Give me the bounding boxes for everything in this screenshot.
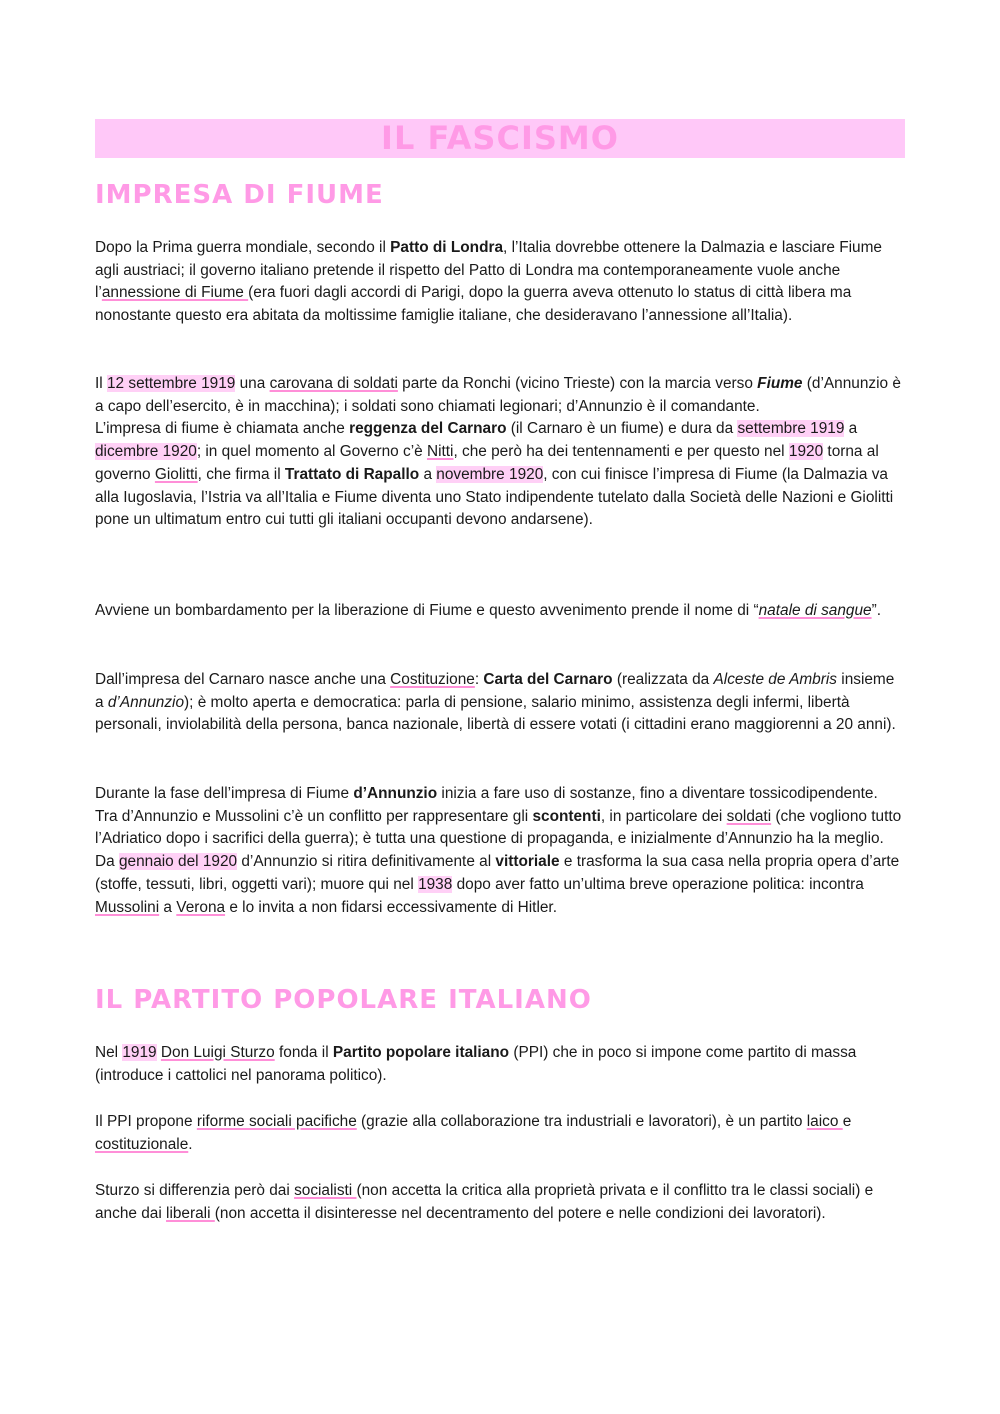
- italic-term: Alceste de Ambris: [713, 671, 837, 688]
- section-heading-partito-popolare: IL PARTITO POPOLARE ITALIANO: [95, 985, 592, 1015]
- paragraph-marcia-su-fiume: [95, 373, 907, 532]
- text: Dall’impresa del Carnaro nasce anche una: [95, 671, 391, 688]
- text: (realizzata da: [612, 671, 714, 688]
- bold-term: Partito popolare italiano: [332, 1044, 510, 1061]
- bold-term: vittoriale: [495, 853, 560, 871]
- text: , in particolare dei: [600, 807, 727, 825]
- section-heading-impresa-di-fiume: IMPRESA DI FIUME: [95, 180, 384, 210]
- text: Tra d’Annunzio e Mussolini c’è un conflitto per rappresentare gli: [95, 807, 533, 825]
- text: dopo aver fatto un’ultima breve operazione politica: incontra: [452, 875, 864, 893]
- underlined-term: Giolitti: [154, 465, 198, 483]
- text: :: [474, 671, 484, 688]
- italic-underlined-term: natale di sangue: [758, 602, 872, 619]
- paragraph-carta-del-carnaro: [95, 669, 907, 737]
- text: (grazie alla collaborazione tra industriali e lavoratori), è un partito: [356, 1113, 807, 1130]
- highlighted-date: novembre 1920: [436, 465, 544, 483]
- text: e lo invita a non fidarsi eccessivamente di Hitler.: [225, 898, 557, 916]
- text: ); è molto aperta e democratica: parla di pensione, salario minimo, assistenza degli infermi, libertà personali, inviolabilità della persona, banca nazionale, libertà di essere votati (i cittadini erano maggiorenni a 20 anni).: [95, 693, 896, 734]
- paragraph-ppi-riforme: [95, 1111, 907, 1156]
- underlined-term: Verona: [176, 898, 226, 916]
- text: ; in quel momento al Governo c’è: [196, 443, 427, 461]
- text: (non accetta la critica alla proprietà privata e il conflitto tra le classi sociali) e anche dai: [95, 1182, 874, 1222]
- text: Da: [95, 853, 119, 871]
- underlined-term: liberali: [166, 1204, 215, 1222]
- highlighted-date: 1920: [788, 443, 824, 461]
- underlined-term: socialisti: [294, 1182, 357, 1199]
- text: Il PPI propone: [95, 1113, 197, 1130]
- document-title: IL FASCISMO: [95, 119, 905, 158]
- text: d’Annunzio si ritira definitivamente al: [237, 853, 496, 871]
- bold-term: scontenti: [532, 807, 601, 825]
- text: (non accetta il disinteresse nel decentramento del potere e nelle condizioni dei lavoratori).: [214, 1204, 826, 1222]
- text: Il: [95, 375, 107, 392]
- text: Sturzo si differenzia però dai: [95, 1182, 295, 1199]
- highlighted-date: settembre 1919: [737, 420, 845, 438]
- paragraph-patto-di-londra: [95, 237, 907, 328]
- text: parte da Ronchi (vicino Trieste) con la marcia verso: [397, 375, 758, 392]
- underlined-term: riforme sociali pacifiche: [196, 1113, 357, 1130]
- text: (che vogliono tutto l’Adriatico dopo i sacrifici della guerra); è tutta una questione di propaganda, e inizialmente d’Annunzio ha la meglio.: [95, 807, 902, 848]
- text: , che però ha dei tentennamenti e per questo nel: [453, 443, 789, 461]
- highlighted-date: gennaio del 1920: [118, 853, 238, 871]
- text: Dopo la Prima guerra mondiale, secondo il: [95, 239, 391, 256]
- paragraph-natale-di-sangue: [95, 600, 907, 623]
- highlighted-date: 1919: [122, 1044, 157, 1061]
- underlined-term: costituzionale: [95, 1135, 189, 1153]
- text: una: [235, 375, 270, 392]
- underlined-term: Mussolini: [95, 898, 160, 916]
- text: (d’Annunzio è a capo dell’esercito, è in macchina); i soldati sono chiamati legionari; d’Annunzio è il comandante.: [95, 375, 901, 415]
- text: a: [419, 465, 437, 483]
- text: (era fuori dagli accordi di Parigi, dopo la guerra aveva ottenuto lo status di città libera ma nonostante questo era abitata da moltissime famiglie italiane, che desideravano l’annessione all’Italia).: [95, 284, 852, 325]
- underlined-term: laico: [806, 1113, 843, 1130]
- bold-term: Carta del Carnaro: [483, 671, 613, 688]
- paragraph-ppi-fondazione: [95, 1042, 907, 1087]
- text: Durante la fase dell’impresa di Fiume: [95, 785, 354, 802]
- bold-term: d’Annunzio: [353, 785, 438, 802]
- bold-term: Trattato di Rapallo: [284, 465, 420, 483]
- highlighted-date: dicembre 1920: [95, 443, 197, 461]
- text: fonda il: [274, 1044, 333, 1061]
- underlined-term: annessione di Fiume: [101, 284, 249, 302]
- text: (PPI) che in poco si impone come partito di massa (introduce i cattolici nel panorama politico).: [95, 1044, 857, 1084]
- text: torna al governo: [95, 443, 879, 483]
- paragraph-dannunzio: [95, 783, 907, 919]
- text: e: [842, 1113, 852, 1130]
- text: L’impresa di fiume è chiamata anche: [95, 420, 350, 438]
- text: , con cui finisce l’impresa di Fiume (la Dalmazia va alla Iugoslavia, l’Istria va all’Italia e Fiume diventa uno Stato indipendente tutelato dalla Società delle Nazioni e Giolitti pone un ultimatum entro cui tutti gli italiani occupanti devono andarsene).: [95, 465, 894, 529]
- italic-term: d’Annunzio: [107, 693, 185, 711]
- underlined-term: carovana di soldati: [269, 375, 398, 392]
- text: , che firma il: [197, 465, 285, 483]
- underlined-term: soldati: [726, 807, 772, 825]
- text: e trasforma la sua casa nella propria opera d’arte (stoffe, tessuti, libri, oggetti vari); muore qui nel: [95, 853, 900, 893]
- paragraph-sturzo-differenze: [95, 1180, 907, 1225]
- text: ”.: [871, 602, 881, 619]
- highlighted-date: 1938: [418, 875, 453, 893]
- text: a: [844, 420, 858, 438]
- bold-term: Patto di Londra: [390, 239, 504, 256]
- underlined-term: Nitti: [426, 443, 454, 461]
- text: .: [188, 1135, 193, 1153]
- text: insieme a: [95, 671, 895, 711]
- underlined-term: Costituzione: [390, 671, 475, 688]
- text: Nel: [95, 1044, 123, 1061]
- highlighted-date: 12 settembre 1919: [106, 375, 236, 392]
- underlined-term: Don Luigi Sturzo: [160, 1044, 275, 1061]
- text: (il Carnaro è un fiume) e dura da: [506, 420, 738, 438]
- text: a: [159, 898, 177, 916]
- text: , l’Italia dovrebbe ottenere la Dalmazia e lasciare Fiume agli austriaci; il governo italiano pretende il rispetto del Patto di Londra ma contemporaneamente vuole anche l’: [95, 239, 882, 302]
- text: inizia a fare uso di sostanze, fino a diventare tossicodipendente.: [437, 785, 878, 802]
- bold-term: reggenza del Carnaro: [349, 420, 507, 438]
- text: Avviene un bombardamento per la liberazione di Fiume e questo avvenimento prende il nome di “: [95, 602, 759, 619]
- bold-italic-term: Fiume: [757, 375, 803, 392]
